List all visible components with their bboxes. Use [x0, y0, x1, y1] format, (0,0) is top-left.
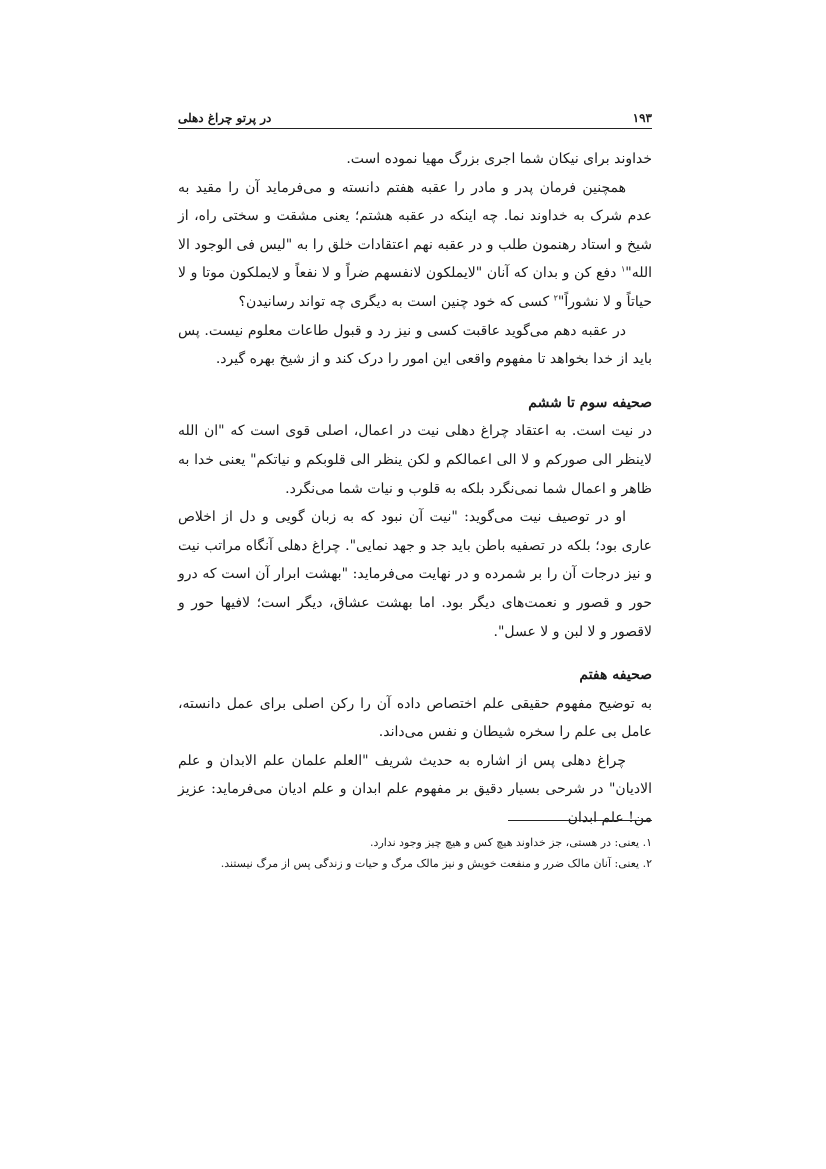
- paragraph: خداوند برای نیکان شما اجری بزرگ مهیا نموده است.: [346, 151, 652, 167]
- footnote: ۱. یعنی: در هستی، جز خداوند هیچ کس و هیچ چیز وجود ندارد.: [370, 836, 652, 849]
- footnote-ref[interactable]: ۱: [620, 264, 626, 274]
- page-number: ۱۹۳: [632, 111, 652, 125]
- section-gap: [178, 374, 652, 389]
- footnote-rule: [508, 820, 652, 821]
- paragraph-text: کسی که خود چنین است به دیگری چه تواند رسانیدن؟: [238, 293, 554, 310]
- paragraph: [178, 174, 652, 317]
- section-heading: صحیفه هفتم: [579, 667, 652, 684]
- footnote: ۲. یعنی: آنان مالک ضرر و منفعت خویش و نیز مالک مرگ و حیات و زندگی پس از مرگ نیستند.: [220, 857, 652, 870]
- paragraph-text: همچنین فرمان پدر و مادر را عقبه هفتم دانسته و می‌فرماید آن را مقید به عدم شرک به خداوند نما. چه اینکه در عقبه هشتم؛ یعنی مشقت و سختی راه، از شیخ و استاد رهنمون طلب و در عقبه نهم اعتقادات خلق را به "لیس فی الوجود الا الله": [178, 179, 652, 282]
- page-header: [178, 103, 652, 125]
- running-title: در پرتو چراغ دهلی: [178, 111, 272, 125]
- body-text: [178, 145, 652, 833]
- paragraph-text: دفع کن و بدان که آنان "لایملکون لانفسهم ضراً و لا نفعاً و لایملکون موتا و لا حیاتاً و لا نشوراً": [178, 265, 652, 310]
- paragraph: او در توصیف نیت می‌گوید: "نیت آن نبود که به زبان گویی و دل از اخلاص عاری بود؛ بلکه در تصفیه باطن باید جد و جهد نمایی". چراغ دهلی آنگاه مراتب نیت و نیز درجات آن را بر شمرده و در نهایت می‌فرماید: "بهشت ابرار آن است که درو حور و قصور و نعمت‌های دیگر بود. اما بهشت عشاق، دیگر است؛ لافیها حور و لاقصور و لا لبن و لا عسل".: [178, 509, 652, 640]
- paragraph: چراغ دهلی پس از اشاره به حدیث شریف "العلم علمان علم الابدان و علم الادیان" در شرحی بسیار دقیق بر مفهوم علم ابدان و علم ادیان می‌فرماید: عزیز من! علم ابدان: [178, 752, 652, 827]
- footnotes: [178, 832, 652, 874]
- footnote-ref[interactable]: ۲: [553, 293, 558, 303]
- paragraph: به توضیح مفهوم حقیقی علم اختصاص داده آن را رکن اصلی برای عمل دانسته، عامل بی علم را سخره شیطان و نفس می‌داند.: [178, 695, 652, 741]
- section-heading: صحیفه سوم تا ششم: [528, 394, 652, 411]
- section-gap: [178, 646, 652, 661]
- paragraph: در عقبه دهم می‌گوید عاقبت کسی و نیز رد و قبول طاعات معلوم نیست. پس باید از خدا بخواهد تا مفهوم واقعی این امور را درک کند و از شیخ بهره گیرد.: [178, 322, 652, 368]
- header-rule: [178, 128, 652, 129]
- paragraph: در نیت است. به اعتقاد چراغ دهلی نیت در اعمال، اصلی قوی است که "ان الله لاینظر الی صورکم و لا الی اعمالکم و لکن ینظر الی قلوبکم و نیاتکم" یعنی خدا به ظاهر و اعمال شما نمی‌نگرد بلکه به قلوب و نیات شما می‌نگرد.: [178, 423, 652, 497]
